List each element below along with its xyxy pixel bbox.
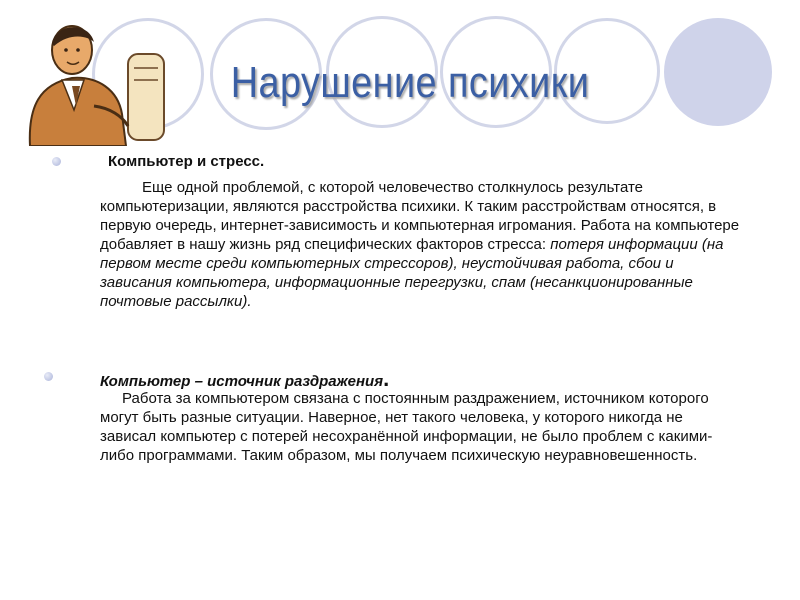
man-at-computer-clipart: [10, 6, 170, 146]
section2-heading-text: Компьютер – источник раздражения: [100, 373, 384, 390]
page-title: Нарушение психики: [230, 58, 590, 107]
section2-heading-dot: .: [383, 366, 390, 391]
section1-text: Еще одной проблемой, с которой человечество столкнулось результате компьютеризации, являются расстройства психики. К таким расстройствам относятся, в первую очередь, интернет-зависимость и компьютерная игромания. Работа на компьютере добавляет в нашу жизнь ряд специфических факторов стресса:: [100, 179, 740, 253]
deco-circle-filled: [664, 18, 772, 126]
section1-paragraph: [100, 178, 740, 311]
section1-heading: Компьютер и стресс.: [108, 153, 265, 170]
section1-italic-text: потеря информации (на первом месте среди компьютерных стрессоров), неустойчивая работа, сбои и зависания компьютера, информационные перегрузки, спам (несанкционированные почтовые рассылки).: [100, 236, 724, 310]
bullet-circle-icon: [44, 372, 53, 381]
bullet-circle-icon: [52, 157, 61, 166]
section2-paragraph: Работа за компьютером связана с постоянным раздражением, источником которого могут быть разные ситуации. Наверное, нет такого человека, у которого никогда не зависал компьютер с потерей несохранённой информации, не было проблем с какими-либо программами. Таким образом, мы получаем психическую неуравновешенность.: [100, 390, 713, 464]
